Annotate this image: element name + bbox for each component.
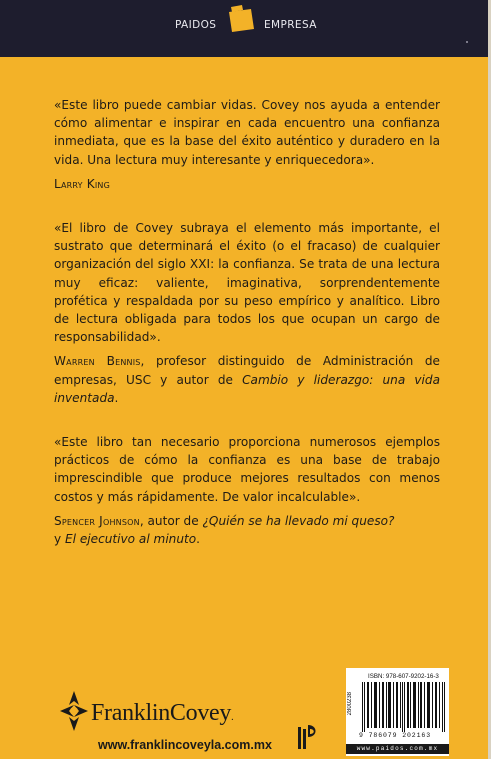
attribution-end: . (114, 390, 119, 405)
publisher-bar (0, 0, 488, 57)
reviewer-book-2: El ejecutivo al minuto (65, 532, 197, 547)
review-3 (54, 433, 440, 548)
reviewer-role: , autor de (139, 513, 203, 528)
bar-dot (466, 41, 468, 43)
reviewer-name: Warren Bennis (54, 354, 141, 369)
review-2 (54, 219, 440, 407)
review-attribution (54, 175, 440, 193)
franklincovey-logo (91, 700, 233, 727)
barcode-url: www.paidos.com.mx (346, 744, 449, 754)
review-attribution (54, 512, 440, 548)
reviews (54, 96, 440, 548)
review-quote: «Este libro puede cambiar vidas. Covey nos ayuda a entender cómo alimentar e inspirar en cada encuentro una confianza inmediata, que es la base del éxito auténtico y duradero en la vida. Una lectura muy interesante y enriquecedora». (54, 98, 440, 167)
publisher-name: PAIDOS (175, 19, 217, 31)
reviewer-name: Larry King (54, 176, 111, 191)
logo-mark: . (231, 712, 234, 723)
franklincovey-url[interactable]: www.franklincoveyla.com.mx (98, 738, 272, 752)
franklincovey-compass-icon (60, 691, 88, 731)
attribution-end: . (196, 532, 201, 547)
isbn-label: ISBN: 978-607-9202-16-3 (368, 673, 439, 680)
publisher-imprint: EMPRESA (264, 19, 317, 31)
logo-name: FranklinCovey (91, 700, 232, 726)
publisher-folder-icon (228, 4, 256, 33)
barcode-panel (346, 668, 449, 756)
reviewer-book: Cambio y liderazgo: una vida inventada (54, 372, 441, 405)
barcode-digits: 9 786079 202163 (359, 732, 432, 739)
attribution-joiner: y (54, 532, 66, 547)
reviewer-name: Spencer Johnson (54, 513, 140, 528)
review-1 (54, 96, 440, 193)
reviewer-book-1: ¿Quién se ha llevado mi queso? (202, 513, 395, 528)
review-quote: «El libro de Covey subraya el elemento más importante, el sustrato que determinará el éxito (o el fracaso) de cualquier organización del siglo XXI: la confianza. Se trata de una lectura muy eficaz: valiente, imaginativa, sorprendentemente profética y respaldada por su peso empírico y analítico. Libro de lectura obligada para todos los que ocupan un cargo de responsabilidad». (54, 221, 440, 345)
review-attribution (54, 352, 440, 407)
side-number: 2800238 (347, 692, 353, 716)
review-quote: «Este libro tan necesario proporciona numerosos ejemplos prácticos de cómo la confianza es una base de trabajo imprescindible que produce mejores resultados con menos costos y más rápidamente. De valor incalculable». (54, 435, 440, 504)
barcode (362, 682, 446, 732)
reviewer-role: , profesor distinguido de Administración de empresas, USC y autor de (54, 354, 440, 387)
paidos-p-logo-icon (296, 723, 320, 751)
